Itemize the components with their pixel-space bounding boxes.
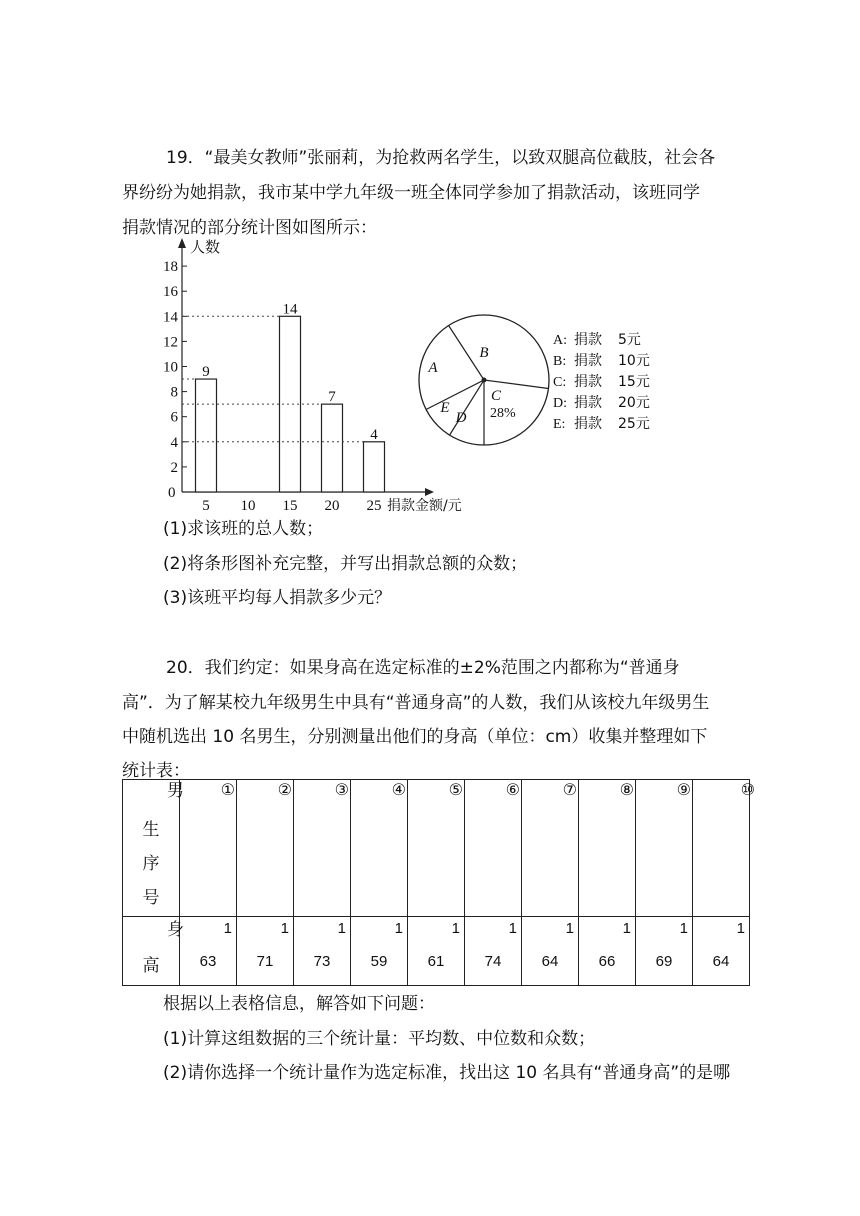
- slice-label: D: [455, 410, 467, 426]
- q20-after-1: 根据以上表格信息，解答如下问题：: [163, 994, 435, 1014]
- legend-key: E:: [553, 417, 566, 432]
- pie-legend: [553, 331, 650, 432]
- seq-number: ⑥: [505, 780, 520, 799]
- height-digit: 1: [394, 920, 403, 937]
- height-digit: 1: [508, 920, 517, 937]
- q19-sub-3: (3)该班平均每人捐款多少元？: [163, 588, 392, 608]
- slice-percent: 28%: [490, 406, 516, 421]
- q19-line-1: 19．“最美女教师”张丽莉，为抢救两名学生，以致双腿高位截肢，社会各: [166, 148, 716, 168]
- table-cell: [579, 917, 636, 986]
- y-tick-label: 6: [170, 409, 178, 426]
- table-cell: [351, 780, 408, 917]
- legend-label: 捐款: [574, 374, 602, 390]
- legend-label: 捐款: [574, 416, 602, 432]
- legend-label: 捐款: [574, 353, 602, 369]
- legend-label: 捐款: [574, 395, 602, 411]
- slice-label: C: [490, 388, 502, 404]
- height-rest: 74: [484, 953, 502, 970]
- legend-key: C:: [553, 375, 567, 390]
- y-tick-label: 12: [163, 334, 178, 351]
- legend-value: 15元: [618, 374, 650, 390]
- height-digit: 1: [280, 920, 289, 937]
- bar: [364, 442, 385, 492]
- height-digit: 1: [622, 920, 631, 937]
- seq-number: ⑦: [562, 780, 577, 799]
- y-axis-arrow: [178, 238, 186, 248]
- height-digit: 1: [451, 920, 460, 937]
- y-tick-label: 4: [170, 434, 178, 451]
- height-rest: 61: [427, 953, 445, 970]
- height-digit: 1: [223, 920, 232, 937]
- seq-number: ④: [391, 780, 406, 799]
- y-tick-label: 10: [163, 359, 178, 376]
- table-cell: [237, 917, 294, 986]
- data-label: 14: [282, 301, 298, 318]
- data-label: 4: [370, 426, 378, 443]
- y-tick-label: 8: [170, 384, 178, 401]
- seq-number: ②: [277, 780, 292, 799]
- table-cell: [693, 780, 755, 917]
- donation-charts: [140, 236, 680, 521]
- slice-label: B: [479, 345, 489, 361]
- y-tick-label: 18: [163, 259, 178, 276]
- y-tick-label: 2: [170, 459, 178, 476]
- height-rest: 64: [712, 953, 730, 970]
- x-tick-label: 20: [324, 498, 340, 514]
- table-cell: [636, 917, 693, 986]
- seq-number: ①: [220, 780, 235, 799]
- header-char: 生: [142, 820, 160, 840]
- table-cell: [579, 780, 636, 917]
- height-rest: 59: [370, 953, 388, 970]
- header-char: 序: [142, 854, 160, 874]
- table-row: [123, 917, 750, 986]
- slice-label: E: [440, 400, 450, 416]
- table-cell: [636, 780, 693, 917]
- seq-number: ③: [334, 780, 349, 799]
- seq-number: ⑩: [740, 780, 755, 799]
- height-rest: 63: [199, 953, 217, 970]
- q19-line-3: 捐款情况的部分统计图如图所示：: [122, 218, 377, 238]
- q20-line-3: 中随机选出 10 名男生，分别测量出他们的身高（单位：cm）收集并整理如下: [122, 727, 708, 747]
- legend-label: 捐款: [574, 332, 602, 348]
- legend-key: A:: [553, 333, 567, 348]
- table-cell: [294, 917, 351, 986]
- bar: [322, 404, 343, 492]
- data-label: 7: [328, 389, 336, 406]
- height-rest: 69: [655, 953, 673, 970]
- x-tick-label: 25: [366, 498, 382, 514]
- q20-line-4: 统计表：: [122, 761, 190, 781]
- table-row: [123, 780, 750, 917]
- table-cell: [465, 917, 522, 986]
- q20-after-2: (1)计算这组数据的三个统计量：平均数、中位数和众数；: [163, 1029, 596, 1049]
- height-digit: 1: [679, 920, 688, 937]
- q20-line-2: 高”．为了解某校九年级男生中具有“普通身高”的人数，我们从该校九年级男生: [122, 693, 710, 713]
- q20-after-3: (2)请你选择一个统计量作为选定标准，找出这 10 名具有“普通身高”的是哪: [163, 1063, 731, 1083]
- legend-value: 5元: [618, 332, 641, 348]
- table-cell: [522, 917, 579, 986]
- row-header-seq: [123, 780, 184, 917]
- table-cell: [180, 780, 237, 917]
- legend-value: 25元: [618, 416, 650, 432]
- bar-chart: [163, 238, 462, 514]
- table-cell: [237, 780, 294, 917]
- pie-chart: [419, 315, 549, 445]
- header-char: 高: [142, 956, 160, 976]
- header-char: 身: [167, 920, 184, 940]
- table-cell: [522, 780, 579, 917]
- x-tick-label: 10: [240, 498, 256, 514]
- x-axis-label: 捐款金额/元: [387, 498, 462, 514]
- pie-center: [482, 378, 487, 383]
- height-digit: 1: [736, 920, 745, 937]
- height-table: [122, 779, 755, 986]
- legend-value: 10元: [618, 353, 650, 369]
- header-char: 号: [142, 888, 160, 908]
- height-rest: 64: [541, 953, 559, 970]
- table-cell: [693, 917, 750, 986]
- table-cell: [351, 917, 408, 986]
- bar: [196, 379, 217, 492]
- legend-value: 20元: [618, 395, 650, 411]
- table-cell: [408, 917, 465, 986]
- x-tick-label: 15: [282, 498, 298, 514]
- table-cell: [408, 780, 465, 917]
- row-header-height: [123, 917, 184, 986]
- height-digit: 1: [565, 920, 574, 937]
- seq-number: ⑤: [448, 780, 463, 799]
- data-label: 9: [202, 364, 210, 381]
- height-rest: 71: [256, 953, 274, 970]
- y-tick-label: 16: [163, 284, 178, 301]
- y-tick-label: 14: [163, 309, 178, 326]
- legend-key: D:: [553, 396, 567, 411]
- table-cell: [294, 780, 351, 917]
- q19-sub-2: (2)将条形图补充完整，并写出捐款总额的众数；: [163, 554, 528, 574]
- q19-line-2: 界纷纷为她捐款，我市某中学九年级一班全体同学参加了捐款活动，该班同学: [122, 183, 700, 203]
- table-cell: [180, 917, 237, 986]
- y-axis-label: 人数: [190, 238, 221, 256]
- q20-line-1: 20．我们约定：如果身高在选定标准的±2%范围之内都称为“普通身: [166, 658, 680, 678]
- q19-sub-1: (1)求该班的总人数；: [163, 519, 324, 539]
- origin-label: 0: [168, 485, 176, 501]
- x-tick-label: 5: [202, 498, 210, 514]
- height-digit: 1: [337, 920, 346, 937]
- seq-number: ⑧: [619, 780, 634, 799]
- slice-label: A: [428, 360, 438, 376]
- table-cell: [465, 780, 522, 917]
- height-rest: 66: [598, 953, 616, 970]
- x-axis-arrow: [425, 488, 434, 496]
- height-rest: 73: [313, 953, 331, 970]
- legend-key: B:: [553, 354, 567, 369]
- seq-number: ⑨: [676, 780, 691, 799]
- header-char: 男: [167, 781, 184, 801]
